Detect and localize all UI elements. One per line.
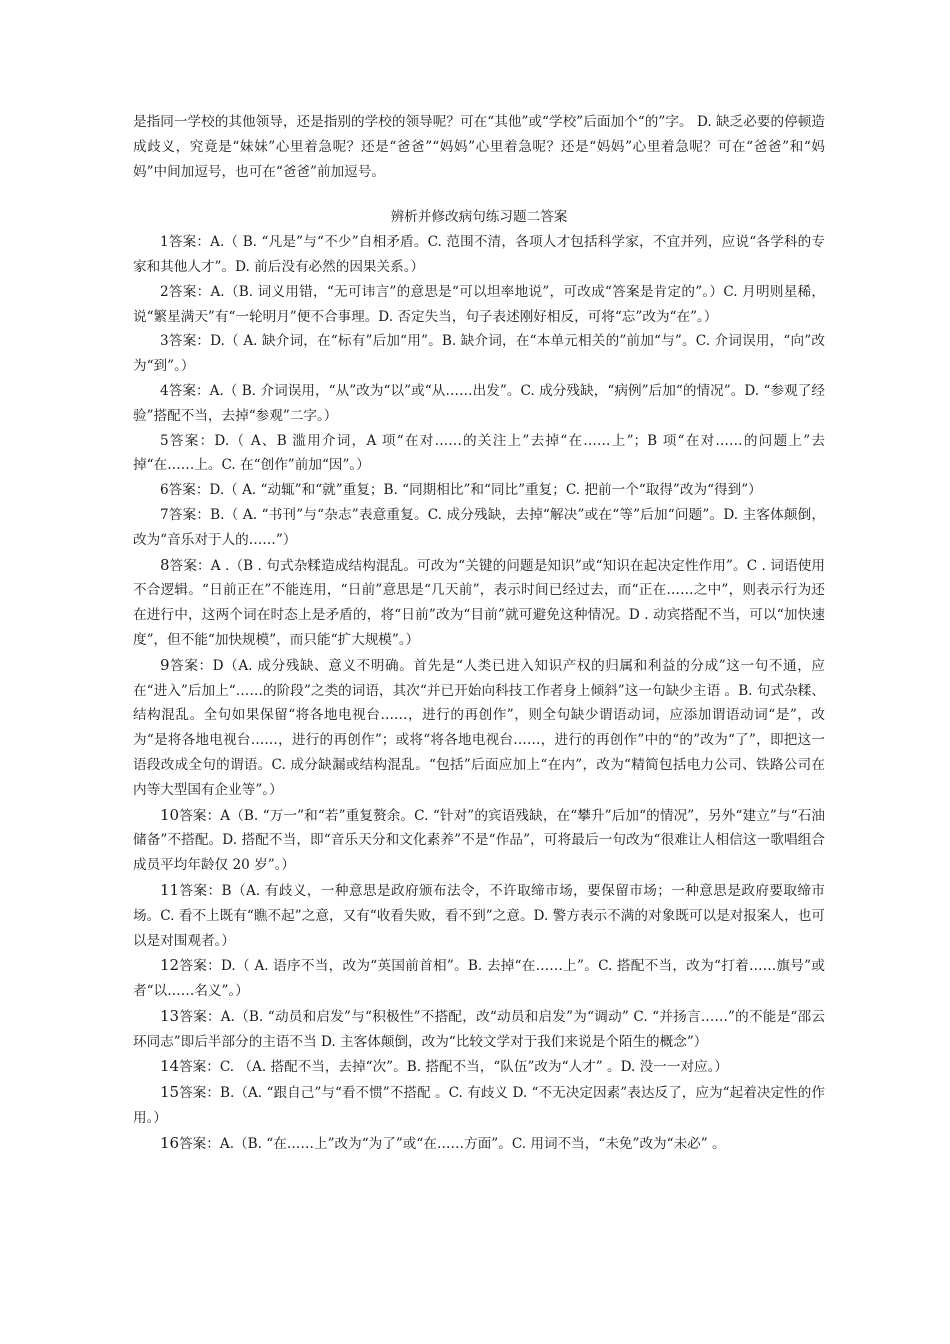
answer-item (133, 878, 825, 953)
answer-number: 15 (160, 1083, 180, 1102)
answer-item (133, 280, 825, 330)
answer-number: 9 (160, 655, 170, 674)
intro-paragraph: 是指同一学校的其他领导，还是指别的学校的领导呢？可在“其他”或“学校”后面加个“的”字。 D. 缺乏必要的停顿造成歧义，究竟是“妹妹”心里着急呢？还是“爸爸”“妈妈”心里着急呢？还是“妈妈”心里着急呢？可在“爸爸”和“妈妈”中间加逗号，也可在“爸爸”前加逗号。 (133, 114, 825, 180)
answer-number: 14 (160, 1057, 180, 1076)
answer-item (133, 1131, 825, 1157)
answer-item (133, 1080, 825, 1131)
answer-text: 答案：C. （A. 搭配不当，去掉“次”。B. 搭配不当，“队伍”改为“人才” 。D. 没一一对应。） (179, 1059, 729, 1076)
answer-number: 7 (160, 506, 169, 523)
answer-number: 16 (160, 1133, 180, 1152)
answer-text: 答案：D.（ A. 语序不当，改为“英国前首相”。B. 去掉“在……上”。C. 搭配不当，改为“打着……旗号”或者“以……名义”。） (133, 958, 825, 1000)
answer-number: 2 (160, 283, 169, 300)
answer-text: 答案：A.（ B. 介词误用，“从”改为“以”或“从……出发”。C. 成分残缺，“病例”后加“的情况”。D. “参观了经验”搭配不当，去掉“参观”二字。） (133, 382, 825, 424)
answer-text: 答案：B.（A. “跟自己”与“看不惯”不搭配 。C. 有歧义 D. “不无决定因素”表达反了，应为“起着决定性的作用。） (133, 1085, 825, 1127)
answer-text: 答案：A.（B. 词义用错，“无可讳言”的意思是“可以坦率地说”，可改成“答案是肯定的”。）C. 月明则星稀，说“繁星满天”有“一轮明月”便不合事理。D. 否定失当，句子表述刚好相反，可将“忘”改为“在”。） (133, 283, 825, 325)
answer-text: 答案：A.（ B. “凡是”与“不少”自相矛盾。C. 范围不清，各项人才包括科学家，不宜并列，应说“各学科的专家和其他人才”。D. 前后没有必然的因果关系。） (133, 234, 825, 275)
answer-number: 1 (160, 234, 169, 251)
answer-item (133, 478, 825, 503)
section-title: 辨析并修改病句练习题二答案 (390, 209, 568, 226)
answer-text: 答案：D.（ A、B 滥用介词，A 项“在对……的关注上”去掉“在……上”；B 项“在对……的问题上”去掉“在……上。C. 在“创作”前加“因”。） (133, 432, 825, 474)
answer-text: 答案：B（A. 有歧义，一种意思是政府颁布法令，不许取缔市场，要保留市场；一种意思是政府要取缔市场。C. 看不上既有“瞧不起”之意，又有“收看失败，看不到”之意。D. 警方表示不满的对象既可以是对报案人，也可以是对围观者。） (133, 882, 825, 949)
answer-item (133, 1054, 825, 1080)
answer-item (133, 503, 825, 553)
answer-item (133, 429, 825, 479)
answer-number: 3 (160, 333, 169, 350)
answer-number: 4 (160, 382, 169, 399)
answer-text: 答案：D（A. 成分残缺、意义不明确。首先是“人类已进入知识产权的归属和利益的分成”这一句不通，应在“进入”后加上“……的阶段”之类的词语，其次“并已开始向科技工作者身上倾斜”这一句缺少主语 。B. 句式杂糅、结构混乱。全句如果保留“将各地电视台……，进行的再创作”，则全句缺少谓语动词，应添加谓语动词“是”，改为“是将各地电视台……，进行的再创作”；或将“将各地电视台……，进行的再创作”中的“的”改为“了”，即把这一语段改成全句的谓语。C. 成分缺漏或结构混乱。“包括”后面应加上“在内”，改为“精简包括电力公司、铁路公司在内等大型国有企业等”。） (133, 657, 825, 798)
answer-item (133, 1004, 825, 1055)
answer-item (133, 653, 825, 803)
answer-item (133, 379, 825, 429)
document-body (133, 110, 825, 1157)
answer-text: 答案：B.（ A. “书刊”与“杂志”表意重复。C. 成分残缺，去掉“解决”或在“等”后加“问题”。D. 主客体颠倒，改为“音乐对于人的……”） (133, 506, 825, 548)
answer-number: 10 (160, 805, 180, 824)
answer-text: 答案：D.（ A. “动辄”和“就”重复；B. “同期相比”和“同比”重复；C. 把前一个“取得”改为“得到”） (168, 482, 762, 499)
answer-item (133, 329, 825, 379)
answer-item (133, 953, 825, 1004)
answer-number: 12 (160, 956, 180, 975)
answer-text: 答案：A .（B . 句式杂糅造成结构混乱。可改为“关键的问题是知识”或“知识在起决定性作用”。C . 词语使用不合逻辑。“日前正在”不能连用，“日前”意思是“几天前”，表示时间已经过去，而“正在……之中”，则表示行为还在进行中，这两个词在时态上是矛盾的，将“日前”改为“目前”就可避免这种情况。D . 动宾搭配不当，可以“加快速度”，但不能“加快规模”，而只能“扩大规模”。） (133, 557, 825, 648)
answer-number: 11 (160, 880, 180, 899)
answer-text: 答案：A.（B. “动员和启发”与“积极性”不搭配，改“动员和启发”为“调动” C. “并扬言……”的不能是“邵云环同志”即后半部分的主语不当 D. 主客体颠倒，改为“比较文学对于我们来说是个陌生的概念”） (133, 1008, 825, 1050)
answer-text: 答案：A.（B. “在……上”改为“为了”或“在……方面”。C. 用词不当，“未免”改为“未必” 。 (179, 1135, 726, 1152)
answer-item (133, 553, 825, 653)
answer-number: 8 (160, 555, 170, 574)
answer-text: 答案：A（B. “万一”和“若”重复赘余。C. “针对”的宾语残缺，在“攀升”后加“的情况”，另外“建立”与“石油储备”不搭配。D. 搭配不当，即“音乐天分和文化素养”不是“作品”，可将最后一句改为“很难让人相信这一歌唱组合成员平均年龄仅 20 岁”。） (133, 807, 825, 874)
answer-number: 13 (160, 1006, 180, 1025)
answer-text: 答案：D.（ A. 缺介词，在“标有”后加“用”。B. 缺介词，在“本单元相关的”前加“与”。C. 介词误用，“向”改为“到”。） (133, 333, 825, 375)
answer-number: 6 (160, 482, 169, 499)
answer-item (133, 230, 825, 280)
answer-number: 5 (160, 432, 169, 449)
answer-item (133, 803, 825, 878)
